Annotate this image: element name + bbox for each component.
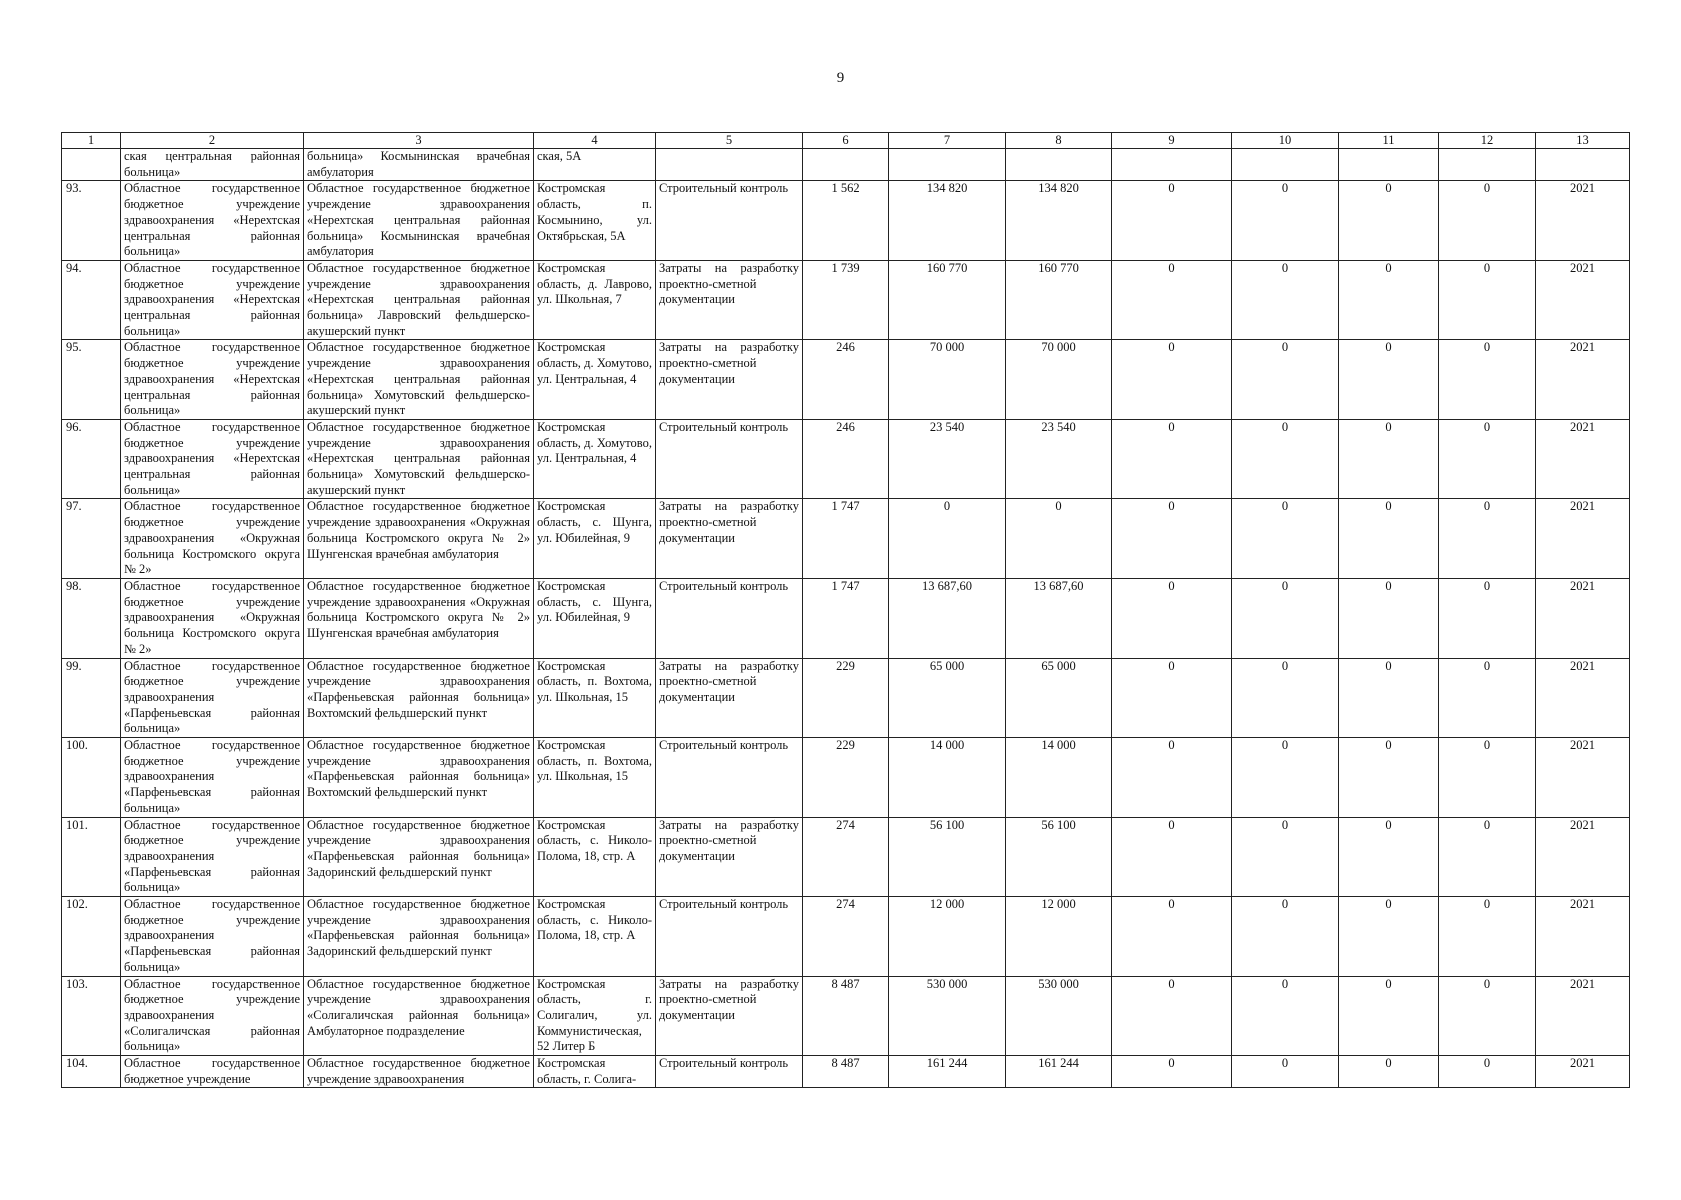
table-row <box>62 1056 1630 1088</box>
work-type-cell: Строительный контроль <box>656 1056 803 1088</box>
address-cell: Костромская область, г. Солигалич, ул. Коммунистическая, 52 Литер Б <box>534 976 656 1056</box>
column-number: 6 <box>803 133 889 149</box>
institution-cell: Областное государственное бюджетное учреждение здравоохранения «Нерехтская центральная районная больница» <box>121 260 304 340</box>
value-cell: 0 <box>1112 578 1232 658</box>
column-number: 2 <box>121 133 304 149</box>
value-cell: 70 000 <box>889 340 1006 420</box>
value-cell: 160 770 <box>889 260 1006 340</box>
row-number-cell <box>62 149 121 181</box>
facility-cell: Областное государственное бюджетное учреждение здравоохранения «Нерехтская центральная районная больница» Лавровский фельдшерско-акушерский пункт <box>304 260 534 340</box>
value-cell: 0 <box>1112 260 1232 340</box>
table-row <box>62 260 1630 340</box>
table-row <box>62 499 1630 579</box>
facility-cell: Областное государственное бюджетное учреждение здравоохранения «Парфеньевская районная больница» Задоринский фельдшерский пункт <box>304 897 534 977</box>
facility-cell: Областное государственное бюджетное учреждение здравоохранения «Нерехтская центральная районная больница» Хомутовский фельдшерско-акушерский пункт <box>304 419 534 499</box>
work-type-cell: Затраты на разработку проектно-сметной документации <box>656 260 803 340</box>
row-number-cell: 98. <box>62 578 121 658</box>
address-cell: Костромская область, д. Хомутово, ул. Центральная, 4 <box>534 419 656 499</box>
value-cell: 1 747 <box>803 578 889 658</box>
row-number-cell: 94. <box>62 260 121 340</box>
row-number-cell: 102. <box>62 897 121 977</box>
institution-cell: ская центральная районная больница» <box>121 149 304 181</box>
address-cell: Костромская область, с. Николо-Полома, 18, стр. А <box>534 897 656 977</box>
column-number: 8 <box>1006 133 1112 149</box>
year-cell: 2021 <box>1536 658 1630 738</box>
value-cell: 0 <box>1439 578 1536 658</box>
institution-cell: Областное государственное бюджетное учреждение здравоохранения «Нерехтская центральная районная больница» <box>121 181 304 261</box>
value-cell <box>1339 149 1439 181</box>
value-cell: 530 000 <box>1006 976 1112 1056</box>
table-row <box>62 976 1630 1056</box>
value-cell: 0 <box>1439 738 1536 818</box>
institution-cell: Областное государственное бюджетное учреждение здравоохранения «Окружная больница Костромского округа № 2» <box>121 499 304 579</box>
value-cell: 0 <box>1232 738 1339 818</box>
facility-cell: Областное государственное бюджетное учреждение здравоохранения <box>304 1056 534 1088</box>
column-number-row <box>62 133 1630 149</box>
value-cell: 56 100 <box>1006 817 1112 897</box>
value-cell: 0 <box>1339 340 1439 420</box>
address-cell: Костромская область, п. Вохтома, ул. Школьная, 15 <box>534 738 656 818</box>
value-cell: 0 <box>1232 1056 1339 1088</box>
value-cell: 65 000 <box>1006 658 1112 738</box>
value-cell <box>1112 149 1232 181</box>
facility-cell: Областное государственное бюджетное учреждение здравоохранения «Нерехтская центральная районная больница» Хомутовский фельдшерско-акушерский пункт <box>304 340 534 420</box>
value-cell: 530 000 <box>889 976 1006 1056</box>
address-cell: Костромская область, с. Шунга, ул. Юбилейная, 9 <box>534 578 656 658</box>
address-cell: Костромская область, д. Хомутово, ул. Центральная, 4 <box>534 340 656 420</box>
value-cell: 0 <box>1232 578 1339 658</box>
year-cell: 2021 <box>1536 897 1630 977</box>
column-number: 12 <box>1439 133 1536 149</box>
value-cell: 0 <box>1439 1056 1536 1088</box>
institution-cell: Областное государственное бюджетное учреждение здравоохранения «Окружная больница Костромского округа № 2» <box>121 578 304 658</box>
work-type-cell: Строительный контроль <box>656 897 803 977</box>
value-cell: 0 <box>1112 738 1232 818</box>
year-cell: 2021 <box>1536 181 1630 261</box>
value-cell: 14 000 <box>1006 738 1112 818</box>
year-cell: 2021 <box>1536 260 1630 340</box>
work-type-cell: Строительный контроль <box>656 578 803 658</box>
address-cell: Костромская область, п. Космынино, ул. Октябрьская, 5А <box>534 181 656 261</box>
row-number-cell: 101. <box>62 817 121 897</box>
work-type-cell: Строительный контроль <box>656 419 803 499</box>
facility-cell: Областное государственное бюджетное учреждение здравоохранения «Парфеньевская районная больница» Вохтомский фельдшерский пункт <box>304 738 534 818</box>
value-cell: 23 540 <box>889 419 1006 499</box>
column-number: 11 <box>1339 133 1439 149</box>
value-cell: 13 687,60 <box>889 578 1006 658</box>
work-type-cell: Строительный контроль <box>656 738 803 818</box>
value-cell: 0 <box>1339 817 1439 897</box>
value-cell: 65 000 <box>889 658 1006 738</box>
column-number: 5 <box>656 133 803 149</box>
institution-cell: Областное государственное бюджетное учреждение <box>121 1056 304 1088</box>
value-cell: 0 <box>1112 340 1232 420</box>
column-number: 4 <box>534 133 656 149</box>
address-cell: Костромская область, п. Вохтома, ул. Школьная, 15 <box>534 658 656 738</box>
table-row <box>62 181 1630 261</box>
table-row <box>62 658 1630 738</box>
work-type-cell: Затраты на разработку проектно-сметной документации <box>656 499 803 579</box>
work-type-cell: Затраты на разработку проектно-сметной документации <box>656 340 803 420</box>
value-cell: 274 <box>803 817 889 897</box>
year-cell: 2021 <box>1536 976 1630 1056</box>
address-cell: Костромская область, с. Шунга, ул. Юбилейная, 9 <box>534 499 656 579</box>
facility-cell: больница» Космынинская врачебная амбулатория <box>304 149 534 181</box>
table-row <box>62 738 1630 818</box>
value-cell: 0 <box>1439 419 1536 499</box>
value-cell: 0 <box>1112 181 1232 261</box>
value-cell: 0 <box>1339 738 1439 818</box>
value-cell: 0 <box>1439 658 1536 738</box>
value-cell: 0 <box>1339 897 1439 977</box>
value-cell: 0 <box>1339 1056 1439 1088</box>
institution-cell: Областное государственное бюджетное учреждение здравоохранения «Парфеньевская районная больница» <box>121 817 304 897</box>
year-cell <box>1536 149 1630 181</box>
value-cell: 0 <box>1339 578 1439 658</box>
value-cell: 0 <box>1232 817 1339 897</box>
table-row <box>62 419 1630 499</box>
row-number-cell: 95. <box>62 340 121 420</box>
row-number-cell: 103. <box>62 976 121 1056</box>
value-cell: 0 <box>1439 260 1536 340</box>
row-number-cell: 99. <box>62 658 121 738</box>
table-row <box>62 340 1630 420</box>
value-cell: 56 100 <box>889 817 1006 897</box>
value-cell: 1 739 <box>803 260 889 340</box>
value-cell: 0 <box>1232 658 1339 738</box>
column-number: 1 <box>62 133 121 149</box>
value-cell: 0 <box>889 499 1006 579</box>
value-cell: 0 <box>1439 499 1536 579</box>
column-number: 3 <box>304 133 534 149</box>
institution-cell: Областное государственное бюджетное учреждение здравоохранения «Парфеньевская районная больница» <box>121 897 304 977</box>
value-cell <box>1439 149 1536 181</box>
facility-cell: Областное государственное бюджетное учреждение здравоохранения «Солигаличская районная больница» Амбулаторное подразделение <box>304 976 534 1056</box>
address-cell: ская, 5А <box>534 149 656 181</box>
value-cell: 0 <box>1112 1056 1232 1088</box>
facility-cell: Областное государственное бюджетное учреждение здравоохранения «Нерехтская центральная районная больница» Космынинская врачебная амбулатория <box>304 181 534 261</box>
value-cell: 0 <box>1439 181 1536 261</box>
work-type-cell: Строительный контроль <box>656 181 803 261</box>
address-cell: Костромская область, д. Лаврово, ул. Школьная, 7 <box>534 260 656 340</box>
page-number: 9 <box>836 70 845 86</box>
year-cell: 2021 <box>1536 499 1630 579</box>
value-cell: 0 <box>1339 976 1439 1056</box>
column-number: 10 <box>1232 133 1339 149</box>
row-number-cell: 96. <box>62 419 121 499</box>
value-cell: 229 <box>803 738 889 818</box>
table-row <box>62 578 1630 658</box>
column-number: 7 <box>889 133 1006 149</box>
value-cell: 0 <box>1439 340 1536 420</box>
year-cell: 2021 <box>1536 1056 1630 1088</box>
value-cell: 0 <box>1006 499 1112 579</box>
value-cell: 0 <box>1112 817 1232 897</box>
row-number-cell: 104. <box>62 1056 121 1088</box>
table-row <box>62 817 1630 897</box>
work-type-cell <box>656 149 803 181</box>
address-cell: Костромская область, г. Солига- <box>534 1056 656 1088</box>
value-cell: 246 <box>803 340 889 420</box>
work-type-cell: Затраты на разработку проектно-сметной документации <box>656 817 803 897</box>
work-type-cell: Затраты на разработку проектно-сметной документации <box>656 976 803 1056</box>
value-cell: 134 820 <box>889 181 1006 261</box>
value-cell: 274 <box>803 897 889 977</box>
value-cell: 0 <box>1112 897 1232 977</box>
value-cell: 229 <box>803 658 889 738</box>
row-number-cell: 97. <box>62 499 121 579</box>
value-cell: 0 <box>1232 260 1339 340</box>
value-cell: 0 <box>1339 181 1439 261</box>
value-cell: 0 <box>1232 181 1339 261</box>
column-number: 13 <box>1536 133 1630 149</box>
value-cell <box>889 149 1006 181</box>
value-cell: 0 <box>1232 340 1339 420</box>
column-number: 9 <box>1112 133 1232 149</box>
value-cell: 0 <box>1339 419 1439 499</box>
value-cell: 161 244 <box>1006 1056 1112 1088</box>
value-cell: 1 747 <box>803 499 889 579</box>
table-row-continuation <box>62 149 1630 181</box>
facility-cell: Областное государственное бюджетное учреждение здравоохранения «Парфеньевская районная больница» Вохтомский фельдшерский пункт <box>304 658 534 738</box>
value-cell: 8 487 <box>803 976 889 1056</box>
value-cell: 246 <box>803 419 889 499</box>
year-cell: 2021 <box>1536 419 1630 499</box>
value-cell: 161 244 <box>889 1056 1006 1088</box>
value-cell: 0 <box>1339 260 1439 340</box>
value-cell: 12 000 <box>889 897 1006 977</box>
value-cell: 0 <box>1112 499 1232 579</box>
institution-cell: Областное государственное бюджетное учреждение здравоохранения «Нерехтская центральная районная больница» <box>121 419 304 499</box>
value-cell: 13 687,60 <box>1006 578 1112 658</box>
year-cell: 2021 <box>1536 578 1630 658</box>
facility-cell: Областное государственное бюджетное учреждение здравоохранения «Окружная больница Костромского округа № 2» Шунгенская врачебная амбулатория <box>304 499 534 579</box>
value-cell: 1 562 <box>803 181 889 261</box>
value-cell: 0 <box>1339 499 1439 579</box>
value-cell: 0 <box>1112 976 1232 1056</box>
institution-cell: Областное государственное бюджетное учреждение здравоохранения «Парфеньевская районная больница» <box>121 738 304 818</box>
value-cell: 14 000 <box>889 738 1006 818</box>
value-cell <box>1006 149 1112 181</box>
value-cell: 12 000 <box>1006 897 1112 977</box>
institution-cell: Областное государственное бюджетное учреждение здравоохранения «Парфеньевская районная больница» <box>121 658 304 738</box>
value-cell: 0 <box>1439 976 1536 1056</box>
value-cell: 0 <box>1232 419 1339 499</box>
value-cell: 0 <box>1232 499 1339 579</box>
year-cell: 2021 <box>1536 340 1630 420</box>
work-type-cell: Затраты на разработку проектно-сметной документации <box>656 658 803 738</box>
value-cell: 160 770 <box>1006 260 1112 340</box>
value-cell: 0 <box>1112 419 1232 499</box>
value-cell: 0 <box>1339 658 1439 738</box>
value-cell: 0 <box>1439 897 1536 977</box>
table-row <box>62 897 1630 977</box>
value-cell: 0 <box>1112 658 1232 738</box>
year-cell: 2021 <box>1536 738 1630 818</box>
institution-cell: Областное государственное бюджетное учреждение здравоохранения «Нерехтская центральная районная больница» <box>121 340 304 420</box>
row-number-cell: 100. <box>62 738 121 818</box>
value-cell: 0 <box>1439 817 1536 897</box>
year-cell: 2021 <box>1536 817 1630 897</box>
address-cell: Костромская область, с. Николо-Полома, 18, стр. А <box>534 817 656 897</box>
institution-cell: Областное государственное бюджетное учреждение здравоохранения «Солигаличская районная больница» <box>121 976 304 1056</box>
row-number-cell: 93. <box>62 181 121 261</box>
value-cell: 0 <box>1232 976 1339 1056</box>
facility-cell: Областное государственное бюджетное учреждение здравоохранения «Окружная больница Костромского округа № 2» Шунгенская врачебная амбулатория <box>304 578 534 658</box>
facility-cell: Областное государственное бюджетное учреждение здравоохранения «Парфеньевская районная больница» Задоринский фельдшерский пункт <box>304 817 534 897</box>
value-cell: 8 487 <box>803 1056 889 1088</box>
value-cell <box>803 149 889 181</box>
value-cell <box>1232 149 1339 181</box>
value-cell: 0 <box>1232 897 1339 977</box>
value-cell: 23 540 <box>1006 419 1112 499</box>
data-table <box>61 132 1630 1088</box>
value-cell: 70 000 <box>1006 340 1112 420</box>
value-cell: 134 820 <box>1006 181 1112 261</box>
